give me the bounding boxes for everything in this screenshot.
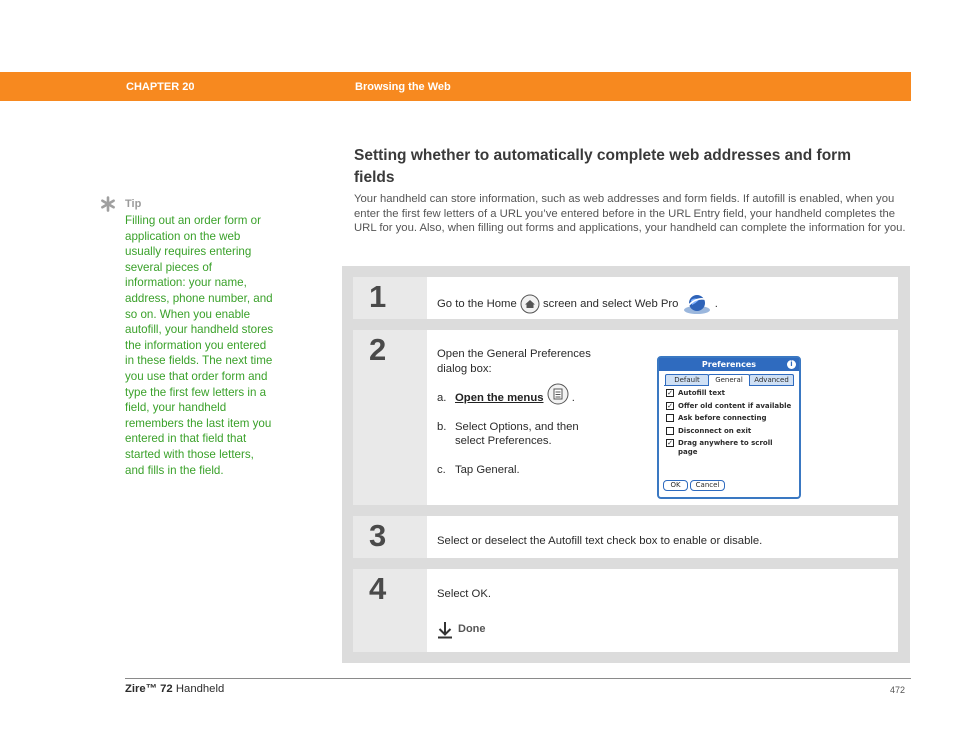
web-pro-icon <box>682 293 712 315</box>
footer-product-rest: Handheld <box>172 683 225 695</box>
steps-panel <box>342 266 910 663</box>
chapter-header-bar <box>0 72 911 101</box>
section-heading: Setting whether to automatically complete web addresses and form fields <box>354 147 851 186</box>
option-label: Drag anywhere to scroll page <box>678 439 773 456</box>
chapter-label: CHAPTER 20 <box>126 81 195 93</box>
step-2-body <box>427 330 898 505</box>
info-icon[interactable]: i <box>787 360 796 369</box>
preferences-dialog <box>657 356 801 499</box>
checkbox-unchecked-icon[interactable] <box>666 414 674 422</box>
step-1-text-mid: screen and select Web Pro <box>543 297 679 310</box>
step-number: 2 <box>369 332 387 367</box>
footer-divider <box>125 678 911 679</box>
step-4-number-cell <box>353 569 427 652</box>
step-2b-marker: b. <box>437 421 447 433</box>
step-2c-marker: c. <box>437 464 446 476</box>
done-label: Done <box>458 623 486 635</box>
preferences-options <box>665 389 793 460</box>
step-2-intro-line2: dialog box: <box>437 363 492 375</box>
checkbox-checked-icon[interactable]: ✓ <box>667 439 673 447</box>
step-number: 1 <box>369 279 387 314</box>
option-label: Offer old content if available <box>678 401 792 410</box>
step-2a <box>455 391 575 406</box>
option-label: Ask before connecting <box>678 414 767 422</box>
footer-product-name <box>125 683 224 695</box>
ok-button[interactable]: OK <box>663 480 688 491</box>
checkbox-checked-icon[interactable]: ✓ <box>667 401 673 410</box>
step-1-text <box>437 293 718 315</box>
tab-default[interactable]: Default <box>665 374 709 385</box>
step-2b-line1: Select Options, and then <box>455 421 579 433</box>
step-2a-marker: a. <box>437 392 447 404</box>
step-number: 3 <box>369 518 387 553</box>
step-1-number-cell <box>353 277 427 319</box>
open-menus-link[interactable]: Open the menus <box>455 392 544 404</box>
step-2a-post: . <box>571 392 575 404</box>
option-autofill-text[interactable] <box>665 389 793 398</box>
section-intro: Your handheld can store information, such as web addresses and form fields. If autofill is enabled, when you enter the first few letters of a URL you’ve entered before in the URL Entry field, your handheld completes the URL for you. Also, when filling out forms and applications, your handheld can complete the information for you. <box>354 193 906 235</box>
page-number: 472 <box>890 685 906 695</box>
option-label: Disconnect on exit <box>678 426 752 435</box>
step-number: 4 <box>369 571 387 606</box>
done-arrow-icon <box>437 621 453 639</box>
step-2-intro-line1: Open the General Preferences <box>437 348 591 360</box>
tab-advanced[interactable]: Advanced <box>749 374 794 385</box>
preferences-tabs <box>664 374 794 386</box>
option-label: Autofill text <box>678 389 725 397</box>
step-4-text: Select OK. <box>437 588 491 600</box>
option-ask-before-connecting[interactable] <box>665 414 793 423</box>
tip-body: Filling out an order form or application on the web usually requires entering several pieces of information: your name, address, phone number, and so on. When you enable autofill, your handheld stores the information you entered in these fields. The next time you use that order form and type the first few letters in a field, your handheld remembers the last item you entered in that field that started with those letters, and fills in the field. <box>125 214 274 477</box>
preferences-title-text: Preferences <box>701 360 757 369</box>
checkbox-unchecked-icon[interactable] <box>666 427 674 435</box>
tip-heading: Tip <box>125 198 142 210</box>
option-offer-old-content[interactable] <box>665 402 793 411</box>
tip-star-icon <box>100 196 116 212</box>
step-2c-text: Tap General. <box>455 464 520 476</box>
preferences-dialog-title <box>659 358 799 371</box>
step-4-body <box>427 569 898 652</box>
step-2b-line2: select Preferences. <box>455 435 552 447</box>
home-icon <box>520 294 540 314</box>
menu-icon <box>547 383 569 405</box>
step-3-number-cell <box>353 516 427 558</box>
step-1-text-pre: Go to the Home <box>437 297 517 310</box>
step-1-body <box>427 277 898 319</box>
footer-product-bold: Zire™ 72 <box>125 683 173 695</box>
cancel-button[interactable]: Cancel <box>690 480 725 491</box>
step-2-number-cell <box>353 330 427 505</box>
chapter-title: Browsing the Web <box>355 81 451 93</box>
checkbox-checked-icon[interactable]: ✓ <box>667 389 673 397</box>
tab-general[interactable]: General <box>708 374 750 386</box>
step-3-text: Select or deselect the Autofill text check box to enable or disable. <box>437 535 763 547</box>
step-3-body <box>427 516 898 558</box>
option-disconnect-on-exit[interactable] <box>665 427 793 436</box>
step-1-text-post: . <box>714 297 718 310</box>
option-drag-anywhere[interactable] <box>665 439 793 456</box>
